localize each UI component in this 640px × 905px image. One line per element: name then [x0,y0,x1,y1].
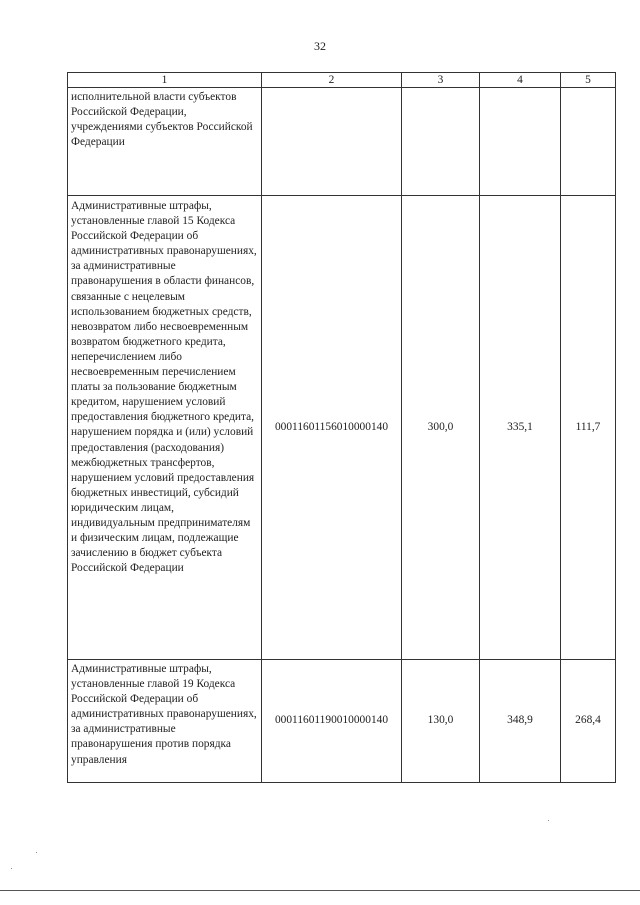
revenue-name-cell: Административные штрафы, установленные главой 15 Кодекса Российской Федерации об административных правонарушениях, за административные правонарушения в области финансов, связанные с нецелевым использованием бюджетных средств, невозвратом либо несвоевременным возвратом бюджетного кредита, неперечислением либо несвоевременным перечислением платы за пользование бюджетным кредитом, нарушением условий предоставления бюджетного кредита, нарушением порядка и (или) условий предоставления (расходования) межбюджетных трансфертов, нарушением условий предоставления бюджетных инвестиций, субсидий юридическим лицам, индивидуальным предпринимателям и физическим лицам, подлежащие зачислению в бюджет субъекта Российской Федерации [68,196,262,660]
value-cell-col4 [480,88,561,196]
column-header-5: 5 [561,73,616,88]
budget-revenue-table [67,72,616,783]
value-cell-col4: 335,1 [480,196,561,660]
scan-speck [548,820,549,821]
scan-edge-line [0,890,640,891]
table-row [68,660,616,783]
value-cell-col3 [402,88,480,196]
budget-code-cell: 00011601190010000140 [262,660,402,783]
column-header-3: 3 [402,73,480,88]
value-cell-col5: 111,7 [561,196,616,660]
revenue-name-cell: исполнительной власти субъектов Российской Федерации, учреждениями субъектов Российской Федерации [68,88,262,196]
scan-speck [11,868,12,869]
table-row [68,196,616,660]
column-header-2: 2 [262,73,402,88]
value-cell-col4: 348,9 [480,660,561,783]
budget-code-cell [262,88,402,196]
page-number: 32 [314,39,326,53]
value-cell-col3: 130,0 [402,660,480,783]
scan-speck [36,852,37,853]
value-cell-col5 [561,88,616,196]
column-header-4: 4 [480,73,561,88]
column-header-1: 1 [68,73,262,88]
budget-code-cell: 00011601156010000140 [262,196,402,660]
value-cell-col5: 268,4 [561,660,616,783]
revenue-name-cell: Административные штрафы, установленные главой 19 Кодекса Российской Федерации об административных правонарушениях, за административные правонарушения против порядка управления [68,660,262,783]
table-header-row [68,73,616,88]
value-cell-col3: 300,0 [402,196,480,660]
table-row [68,88,616,196]
